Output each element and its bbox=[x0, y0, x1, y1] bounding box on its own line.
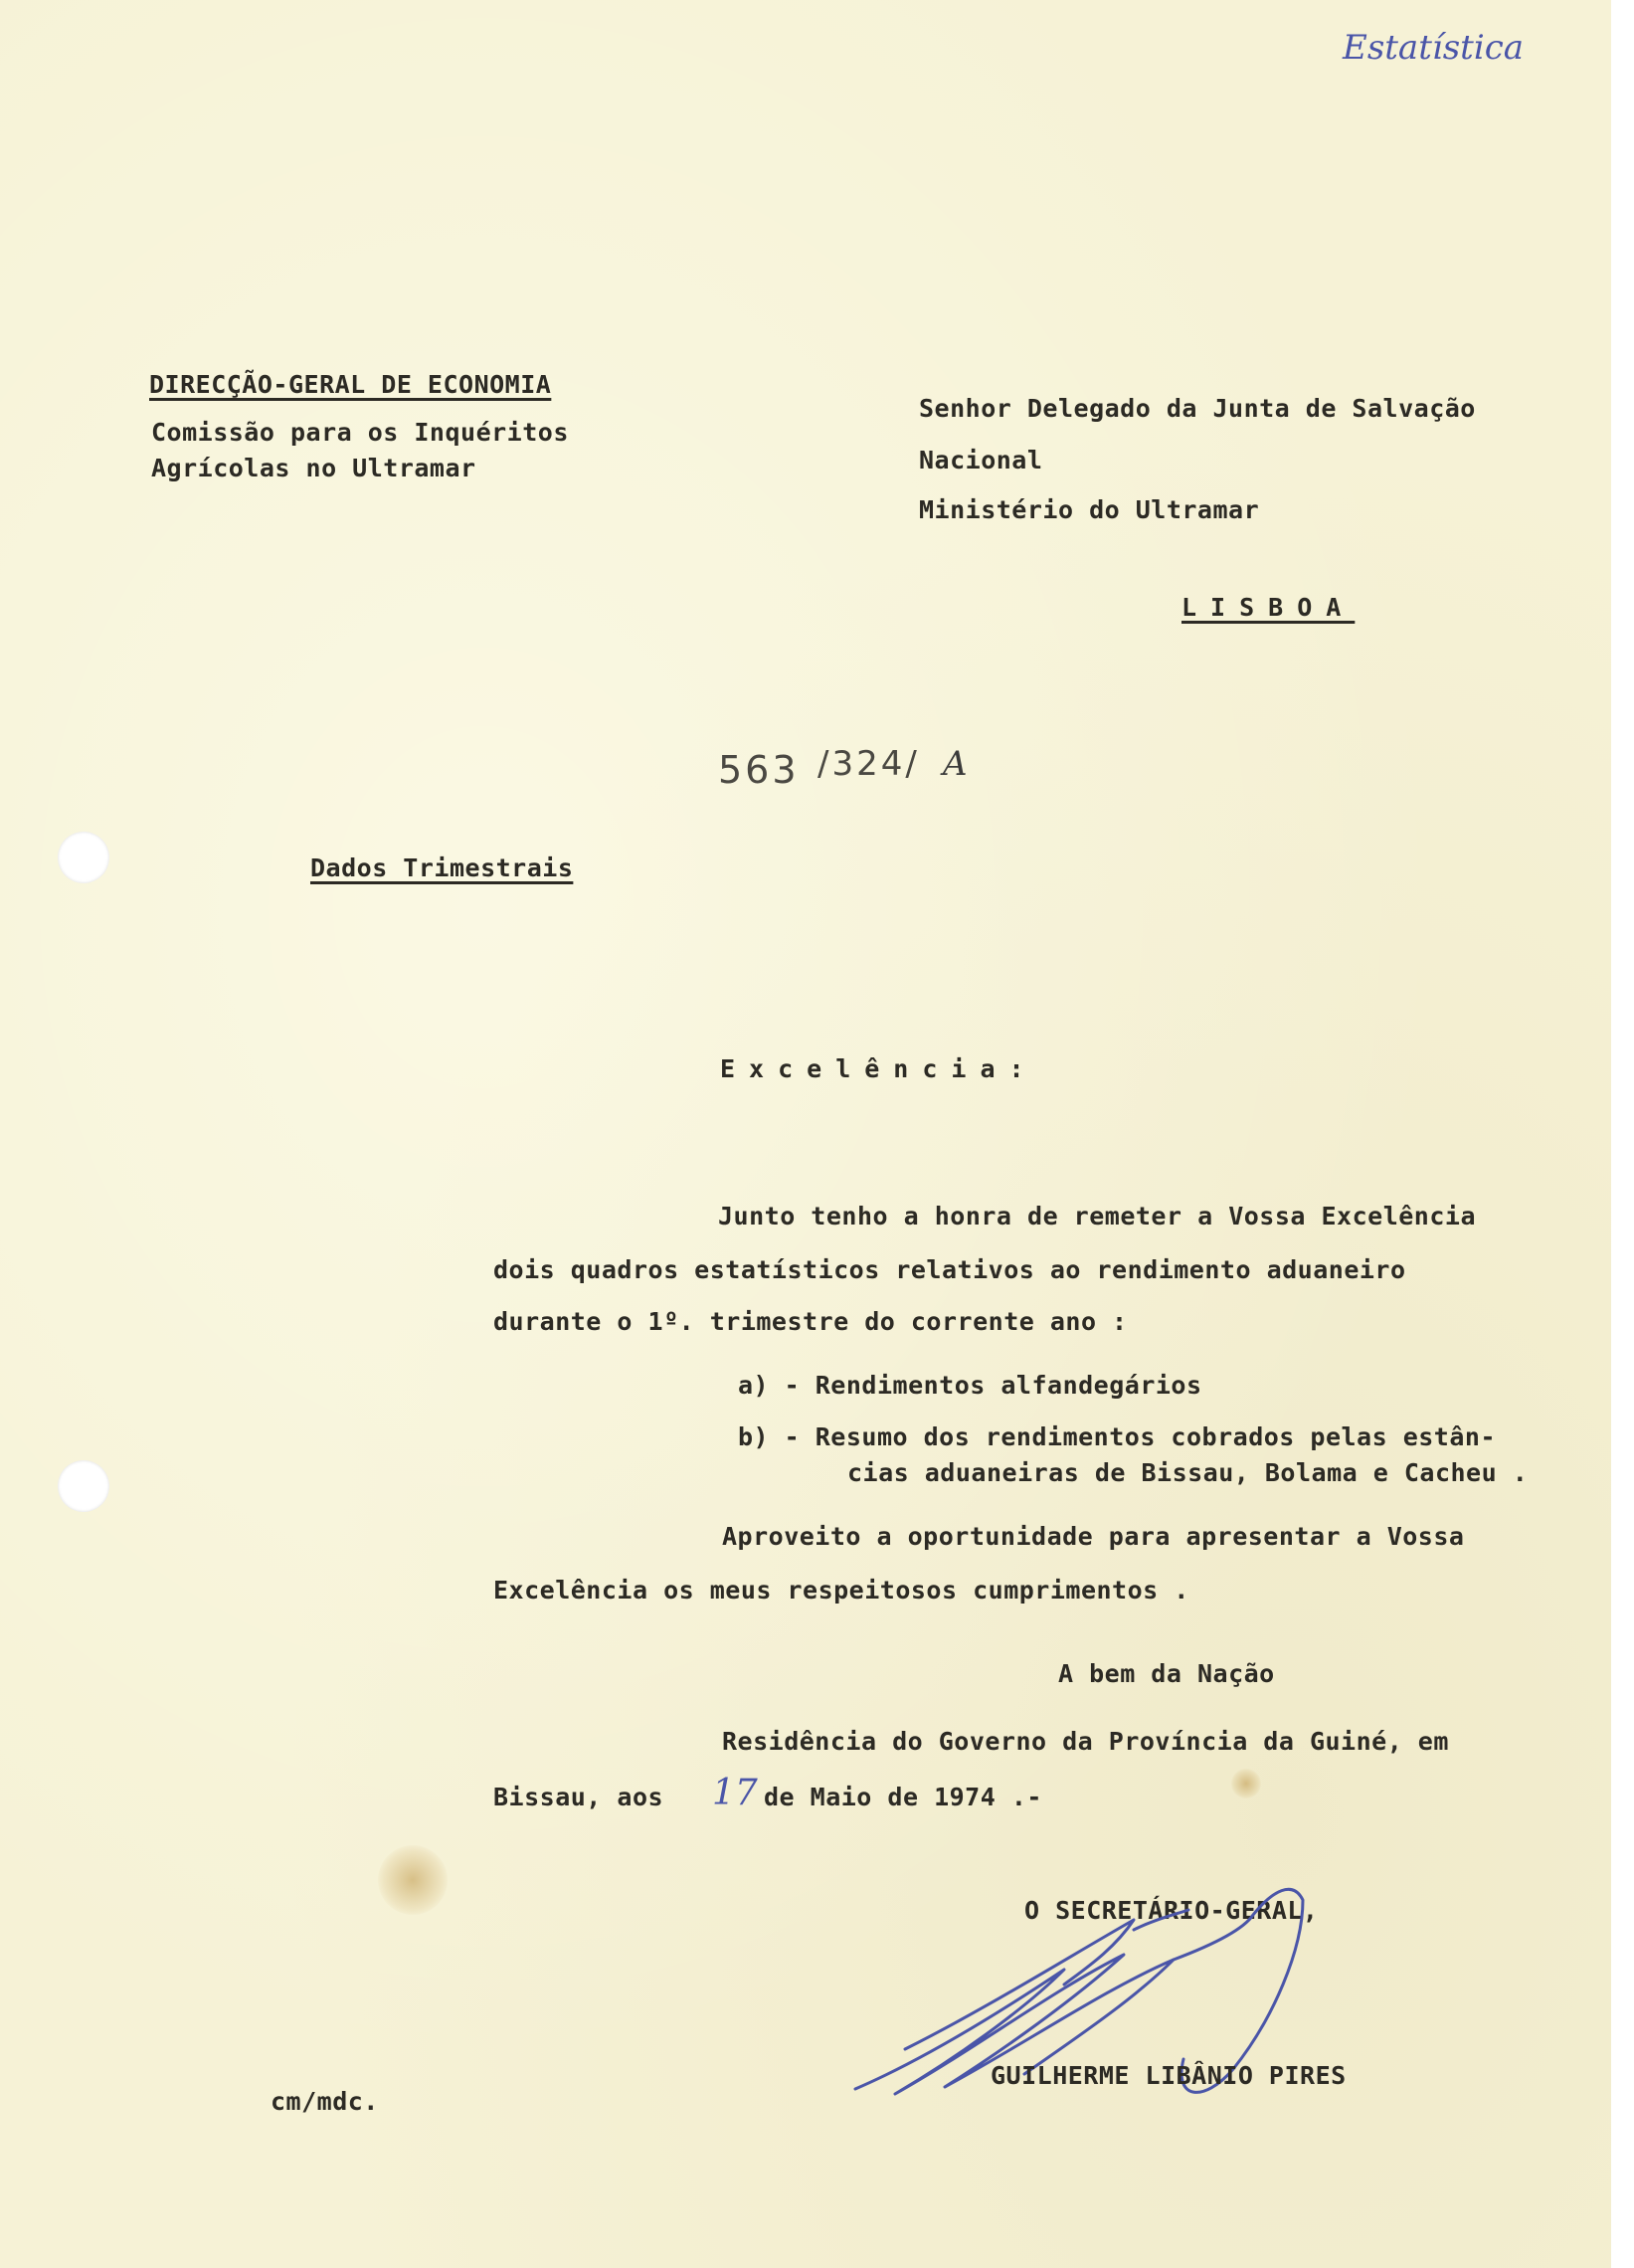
addressee-city: LISBOA bbox=[1181, 593, 1356, 622]
punch-hole-top bbox=[58, 832, 109, 883]
body-paragraph-2-line-2: Excelência os meus respeitosos cumprimentos . bbox=[493, 1576, 1189, 1605]
closing-place-prefix: Bissau, aos bbox=[493, 1783, 664, 1811]
list-item-b-line-1: b) - Resumo dos rendimentos cobrados pelas estân- bbox=[738, 1422, 1497, 1451]
scan-margin bbox=[1611, 0, 1634, 2268]
salutation: Excelência: bbox=[720, 1054, 1038, 1083]
signatory-name: GUILHERME LIBÂNIO PIRES bbox=[991, 2061, 1347, 2090]
handwritten-day: 17 bbox=[712, 1773, 758, 1813]
handwritten-category-annotation: Estatística bbox=[1343, 28, 1525, 68]
handwritten-signature bbox=[835, 1860, 1452, 2159]
addressee-line-3: Ministério do Ultramar bbox=[919, 495, 1260, 524]
addressee-line-2: Nacional bbox=[919, 446, 1043, 474]
signatory-title: O SECRETÁRIO-GERAL, bbox=[1024, 1896, 1319, 1925]
reference-handwritten-letter: A bbox=[943, 744, 968, 784]
closing-place-line-1: Residência do Governo da Província da Guiné, em bbox=[722, 1727, 1449, 1756]
list-item-a: a) - Rendimentos alfandegários bbox=[738, 1371, 1202, 1400]
commission-line-1: Comissão para os Inquéritos bbox=[151, 418, 569, 447]
typist-initials: cm/mdc. bbox=[271, 2087, 379, 2116]
closing-motto: A bem da Nação bbox=[1058, 1659, 1275, 1688]
body-paragraph-1-line-3: durante o 1º. trimestre do corrente ano : bbox=[493, 1307, 1128, 1336]
body-paragraph-1-line-1: Junto tenho a honra de remeter a Vossa Excelência bbox=[718, 1202, 1477, 1230]
body-paragraph-2-line-1: Aproveito a oportunidade para apresentar a Vossa bbox=[722, 1522, 1465, 1551]
addressee-line-1: Senhor Delegado da Junta de Salvação bbox=[919, 394, 1476, 423]
reference-stamped-number: 563 bbox=[718, 748, 800, 792]
department-heading: DIRECÇÃO-GERAL DE ECONOMIA bbox=[149, 370, 552, 399]
body-paragraph-1-line-2: dois quadros estatísticos relativos ao rendimento aduaneiro bbox=[493, 1255, 1406, 1284]
commission-line-2: Agrícolas no Ultramar bbox=[151, 454, 476, 482]
paper-stain-small bbox=[1231, 1769, 1261, 1798]
closing-place-suffix: de Maio de 1974 .- bbox=[764, 1783, 1042, 1811]
list-item-b-line-2: cias aduaneiras de Bissau, Bolama e Cacheu . bbox=[847, 1458, 1529, 1487]
punch-hole-bottom bbox=[58, 1460, 109, 1512]
reference-typed-number: /324/ bbox=[817, 744, 920, 784]
paper-stain bbox=[378, 1845, 448, 1915]
subject-line: Dados Trimestrais bbox=[310, 853, 574, 882]
